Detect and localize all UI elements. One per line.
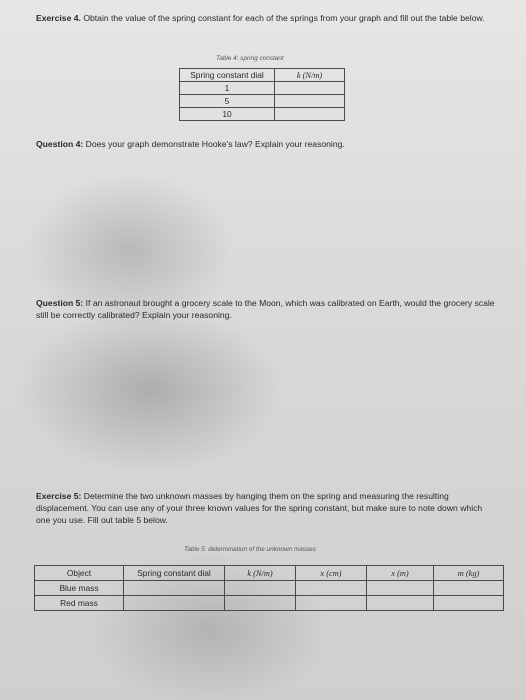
table-5-header-x-m: x (m) (367, 566, 434, 581)
table-5-header-dial: Spring constant dial (124, 566, 225, 581)
table-5-x-cm-cell[interactable] (296, 596, 367, 611)
exercise-5-label: Exercise 5: (36, 491, 82, 501)
table-5-x-m-cell[interactable] (367, 581, 434, 596)
exercise-5-text: Determine the two unknown masses by hanging them on the spring and measuring the resulting displacement. You can use any of your three known values for the spring constant, but make sure to note down which one you use. Fill out table 5 below. (36, 491, 483, 525)
table-5-dial-cell[interactable] (124, 581, 225, 596)
table-4-dial-cell: 10 (180, 108, 275, 121)
table-4-dial-cell: 1 (180, 82, 275, 95)
question-5-prompt (36, 297, 496, 321)
exercise-4-label: Exercise 4. (36, 13, 81, 23)
table-4 (179, 68, 345, 121)
table-5-header-k: k (N/m) (225, 566, 296, 581)
table-5-caption: Table 5: determination of the unknown masses (184, 546, 316, 553)
question-5-label: Question 5: (36, 298, 84, 308)
question-4-text: Does your graph demonstrate Hooke's law? Explain your reasoning. (85, 139, 345, 149)
table-4-k-cell[interactable] (275, 82, 345, 95)
table-5-m-cell[interactable] (434, 596, 504, 611)
table-5-object-cell: Blue mass (35, 581, 124, 596)
table-5-m-cell[interactable] (434, 581, 504, 596)
table-5-header-object: Object (35, 566, 124, 581)
question-4-label: Question 4: (36, 139, 84, 149)
exercise-5-prompt (36, 490, 496, 526)
table-5-dial-cell[interactable] (124, 596, 225, 611)
table-4-header-k: k (N/m) (275, 69, 345, 82)
table-5-k-cell[interactable] (225, 596, 296, 611)
question-5-text: If an astronaut brought a grocery scale to the Moon, which was calibrated on Earth, would the grocery scale still be correctly calibrated? Explain your reasoning. (36, 298, 495, 320)
exercise-4-text: Obtain the value of the spring constant for each of the springs from your graph and fill out the table below. (83, 13, 485, 23)
table-5-x-cm-cell[interactable] (296, 581, 367, 596)
table-5-header-m: m (kg) (434, 566, 504, 581)
table-5-k-cell[interactable] (225, 581, 296, 596)
table-4-k-cell[interactable] (275, 95, 345, 108)
table-5 (34, 565, 504, 611)
table-4-k-cell[interactable] (275, 108, 345, 121)
table-5-header-x-cm: x (cm) (296, 566, 367, 581)
table-4-caption: Table 4: spring constant (216, 55, 284, 62)
exercise-4-prompt (36, 12, 486, 24)
table-5-object-cell: Red mass (35, 596, 124, 611)
table-4-header-dial: Spring constant dial (180, 69, 275, 82)
table-4-dial-cell: 5 (180, 95, 275, 108)
table-5-x-m-cell[interactable] (367, 596, 434, 611)
question-4-prompt (36, 138, 496, 150)
